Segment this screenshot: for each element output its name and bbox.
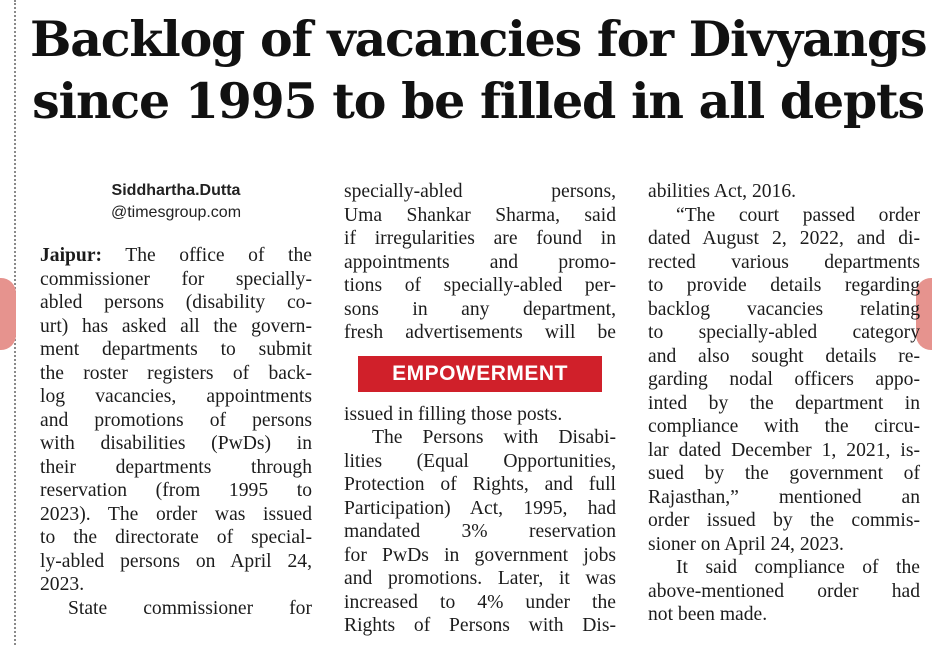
- column-line: 2023). The order was issued: [40, 503, 312, 525]
- column-line: with disabilities (PwDs) in: [40, 433, 312, 454]
- byline-spacer: [40, 224, 312, 244]
- column-line: abled persons (disability co-: [40, 292, 312, 313]
- article-column-1: [40, 180, 312, 620]
- article-column-3: [648, 180, 920, 627]
- article-column-2: [344, 180, 616, 638]
- column-line: compliance with the circu-: [648, 416, 920, 437]
- column-line: rected various departments: [648, 251, 920, 273]
- column-line: appointments and promo-: [344, 251, 616, 273]
- column-line: sons in any department,: [344, 298, 616, 320]
- column-line: Rajasthan,” mentioned an: [648, 486, 920, 508]
- column-line: sued by the government of: [648, 463, 920, 484]
- headline-line-1: Backlog of vacancies for Divyangs: [30, 10, 927, 68]
- column-line: specially-abled persons,: [344, 181, 616, 202]
- column-line: Protection of Rights, and full: [344, 474, 616, 495]
- column-line: backlog vacancies relating: [648, 298, 920, 320]
- column-line: “The court passed order: [676, 204, 920, 226]
- column-line: ment departments to submit: [40, 339, 312, 360]
- column-line: the roster registers of back-: [40, 362, 312, 384]
- dateline: Jaipur:: [40, 245, 103, 266]
- column-line: abilities Act, 2016.: [648, 181, 797, 202]
- column-line: to provide details regarding: [648, 275, 920, 296]
- column-line: It said compliance of the: [676, 557, 920, 578]
- column-line: not been made.: [648, 604, 768, 625]
- column-line: and promotions of persons: [40, 409, 312, 431]
- column-line: fresh advertisements will be: [344, 322, 616, 343]
- column-line: tions of specially-abled per-: [344, 275, 616, 296]
- column-line: State commissioner for: [68, 597, 312, 619]
- byline-author: Siddhartha.Dutta: [111, 182, 241, 199]
- column-line: Uma Shankar Sharma, said: [344, 204, 616, 226]
- column-line: and also sought details re-: [648, 345, 920, 367]
- column-line: log vacancies, appointments: [40, 386, 312, 407]
- column-line: and promotions. Later, it was: [344, 568, 616, 589]
- column-line: urt) has asked all the govern-: [40, 315, 312, 337]
- column-line: sioner on April 24, 2023.: [648, 533, 844, 555]
- headline-line-2: since 1995 to be filled in all depts: [32, 72, 924, 130]
- kicker-container: [344, 345, 616, 403]
- column-line: to specially-abled category: [648, 322, 920, 343]
- column-line: mandated 3% reservation: [344, 521, 616, 542]
- column-line: to the directorate of special-: [40, 527, 312, 548]
- column-line: lar dated December 1, 2021, is-: [648, 439, 920, 461]
- column-line: lities (Equal Opportunities,: [344, 450, 616, 472]
- byline-email: @timesgroup.com: [110, 204, 242, 221]
- column-line: their departments through: [40, 456, 312, 478]
- column-line: Participation) Act, 1995, had: [344, 497, 616, 519]
- column-line: dated August 2, 2022, and di-: [648, 228, 920, 249]
- section-kicker-label: EMPOWERMENT: [358, 356, 602, 392]
- column-line: garding nodal officers appo-: [648, 369, 920, 390]
- column-line: commissioner for specially-: [40, 268, 312, 290]
- column-line: above-mentioned order had: [648, 580, 920, 602]
- column-line: order issued by the commis-: [648, 510, 920, 531]
- column-line: Rights of Persons with Dis-: [344, 615, 616, 636]
- column-line: if irregularities are found in: [344, 228, 616, 249]
- headline: [30, 8, 926, 132]
- column-line: [40, 244, 312, 268]
- line-text: The office of the: [102, 245, 312, 266]
- column-line: ly-abled persons on April 24,: [40, 550, 312, 572]
- column-line: inted by the department in: [648, 392, 920, 414]
- previous-arrow-button[interactable]: [0, 278, 16, 350]
- column-line: The Persons with Disabi-: [372, 427, 616, 448]
- column-line: 2023.: [40, 574, 85, 595]
- column-line: for PwDs in government jobs: [344, 544, 616, 566]
- column-line: issued in filling those posts.: [344, 403, 563, 425]
- column-line: increased to 4% under the: [344, 591, 616, 613]
- column-line: reservation (from 1995 to: [40, 480, 312, 501]
